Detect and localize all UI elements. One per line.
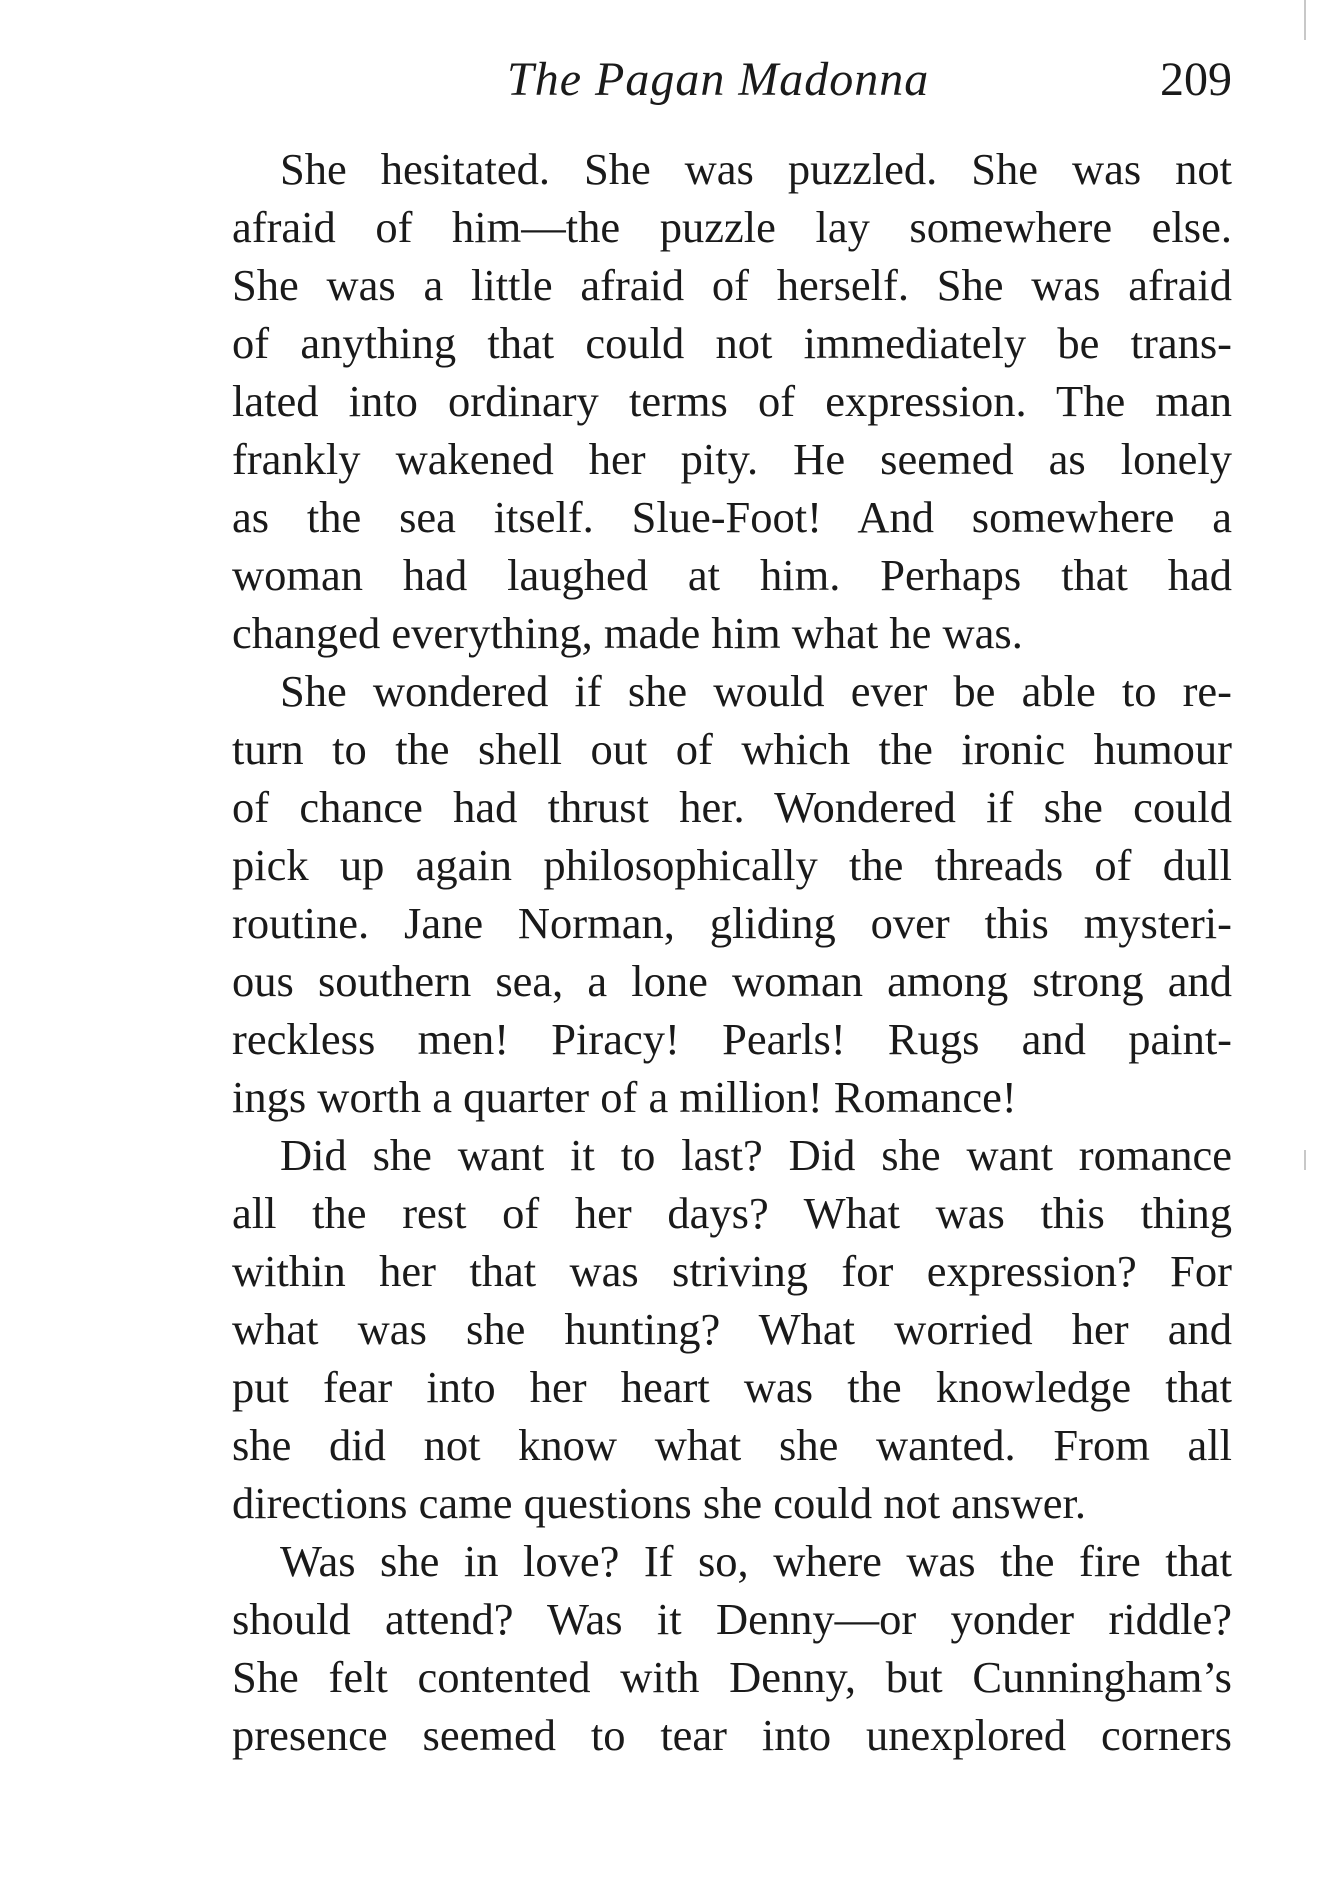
text-line: what was she hunting? What worried her and — [232, 1304, 1232, 1354]
text-line: presence seemed to tear into unexplored corners — [232, 1710, 1232, 1760]
text-line: She felt contented with Denny, but Cunningham’s — [232, 1652, 1232, 1702]
text-line: afraid of him—the puzzle lay somewhere else. — [232, 202, 1232, 252]
text-line: directions came questions she could not answer. — [232, 1478, 1086, 1528]
text-line: woman had laughed at him. Perhaps that had — [232, 550, 1232, 600]
paragraph — [232, 1126, 1232, 1532]
text-line: Did she want it to last? Did she want romance — [280, 1130, 1232, 1180]
text-line: She hesitated. She was puzzled. She was not — [280, 144, 1232, 194]
text-line: she did not know what she wanted. From all — [232, 1420, 1232, 1470]
text-line: put fear into her heart was the knowledge that — [232, 1362, 1232, 1412]
paragraph — [232, 1532, 1232, 1764]
paragraph — [232, 662, 1232, 1126]
text-line: ous southern sea, a lone woman among strong and — [232, 956, 1232, 1006]
text-line: ings worth a quarter of a million! Romance! — [232, 1072, 1017, 1122]
text-line: frankly wakened her pity. He seemed as lonely — [232, 434, 1232, 484]
text-line: within her that was striving for expression? For — [232, 1246, 1232, 1296]
text-line: pick up again philosophically the threads of dull — [232, 840, 1232, 890]
text-line: as the sea itself. Slue-Foot! And somewhere a — [232, 492, 1232, 542]
text-line: all the rest of her days? What was this thing — [232, 1188, 1232, 1238]
text-line: turn to the shell out of which the ironic humour — [232, 724, 1232, 774]
text-line: reckless men! Piracy! Pearls! Rugs and paint- — [232, 1014, 1232, 1064]
text-line: of chance had thrust her. Wondered if she could — [232, 782, 1232, 832]
text-line: She wondered if she would ever be able to re- — [280, 666, 1232, 716]
page-number: 209 — [1160, 53, 1232, 106]
body-text — [232, 140, 1232, 1764]
running-title: The Pagan Madonna — [507, 53, 930, 106]
text-line: She was a little afraid of herself. She was afraid — [232, 260, 1232, 310]
text-line: routine. Jane Norman, gliding over this mysteri- — [232, 898, 1232, 948]
paragraph — [232, 140, 1232, 662]
text-line: should attend? Was it Denny—or yonder riddle? — [232, 1594, 1232, 1644]
text-line: changed everything, made him what he was. — [232, 608, 1023, 658]
text-line: Was she in love? If so, where was the fire that — [280, 1536, 1232, 1586]
page-edge-mark — [1304, 1150, 1306, 1170]
text-line: of anything that could not immediately be trans- — [232, 318, 1232, 368]
page-edge-mark — [1304, 0, 1306, 40]
running-header — [232, 52, 1232, 122]
text-line: lated into ordinary terms of expression. The man — [232, 376, 1232, 426]
